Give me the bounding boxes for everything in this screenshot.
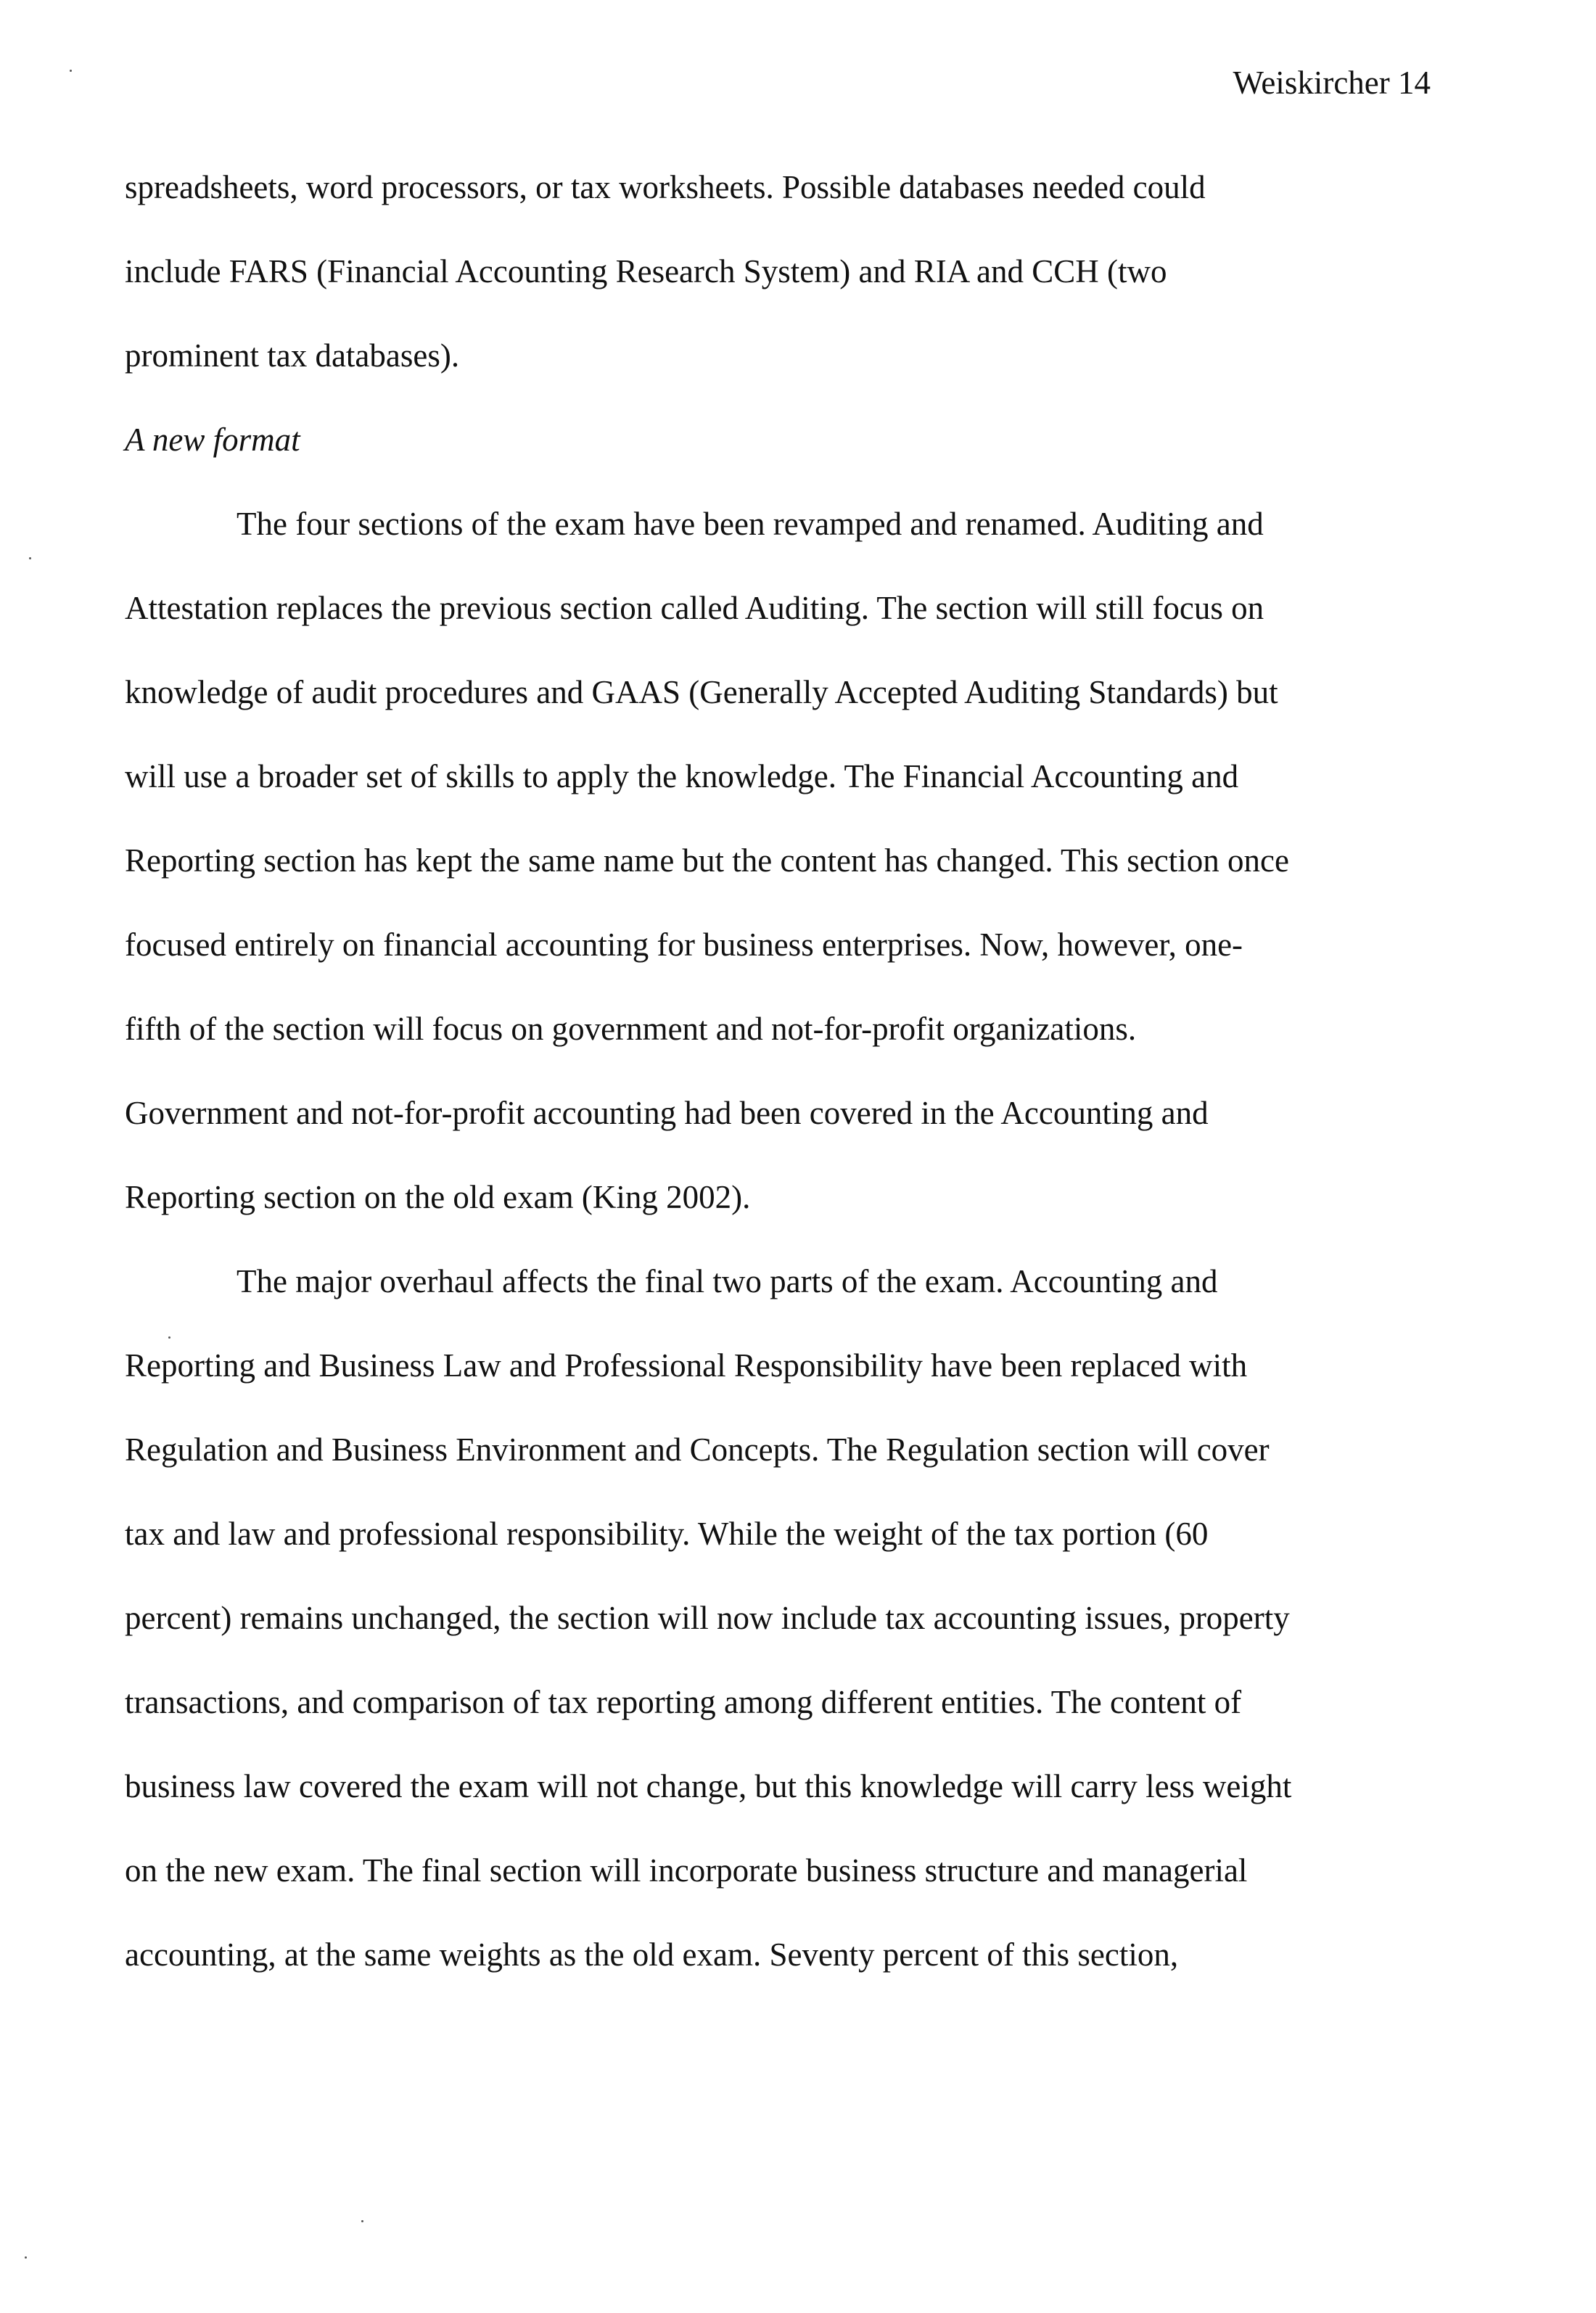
running-head: Weiskircher 14 bbox=[1233, 65, 1431, 101]
body-text bbox=[125, 165, 1438, 2017]
scan-speck bbox=[361, 2220, 363, 2222]
text-line: accounting, at the same weights as the old exam. Seventy percent of this section, bbox=[125, 1936, 1179, 1973]
text-line: will use a broader set of skills to apply the knowledge. The Financial Accounting and bbox=[125, 758, 1239, 794]
text-line: Regulation and Business Environment and Concepts. The Regulation section will cover bbox=[125, 1431, 1270, 1468]
text-line: spreadsheets, word processors, or tax worksheets. Possible databases needed could bbox=[125, 169, 1206, 205]
section-heading: A new format bbox=[125, 422, 300, 458]
text-line: Reporting section on the old exam (King 2002). bbox=[125, 1179, 751, 1215]
text-line: Government and not-for-profit accounting had been covered in the Accounting and bbox=[125, 1095, 1209, 1131]
scan-speck bbox=[168, 1336, 170, 1339]
paragraph-first-line: The four sections of the exam have been revamped and renamed. Auditing and bbox=[236, 506, 1264, 542]
text-line: transactions, and comparison of tax reporting among different entities. The content of bbox=[125, 1684, 1242, 1720]
text-line: include FARS (Financial Accounting Research System) and RIA and CCH (two bbox=[125, 253, 1167, 289]
text-line: business law covered the exam will not change, but this knowledge will carry less weight bbox=[125, 1768, 1292, 1804]
text-line: prominent tax databases). bbox=[125, 337, 460, 374]
scan-speck bbox=[29, 557, 31, 559]
text-line: Attestation replaces the previous section called Auditing. The section will still focus on bbox=[125, 590, 1264, 626]
text-line: fifth of the section will focus on government and not-for-profit organizations. bbox=[125, 1011, 1137, 1047]
text-line: Reporting and Business Law and Professional Responsibility have been replaced with bbox=[125, 1347, 1248, 1384]
text-line: focused entirely on financial accounting for business enterprises. Now, however, one- bbox=[125, 927, 1243, 963]
text-line: Reporting section has kept the same name but the content has changed. This section once bbox=[125, 842, 1289, 879]
paragraph-first-line: The major overhaul affects the final two parts of the exam. Accounting and bbox=[236, 1263, 1218, 1299]
text-line: tax and law and professional responsibility. While the weight of the tax portion (60 bbox=[125, 1516, 1209, 1552]
scan-speck bbox=[25, 2256, 27, 2259]
text-line: on the new exam. The final section will incorporate business structure and managerial bbox=[125, 1852, 1248, 1889]
text-line: percent) remains unchanged, the section will now include tax accounting issues, property bbox=[125, 1600, 1290, 1636]
text-line: knowledge of audit procedures and GAAS (Generally Accepted Auditing Standards) but bbox=[125, 674, 1278, 710]
scan-speck bbox=[70, 70, 72, 72]
